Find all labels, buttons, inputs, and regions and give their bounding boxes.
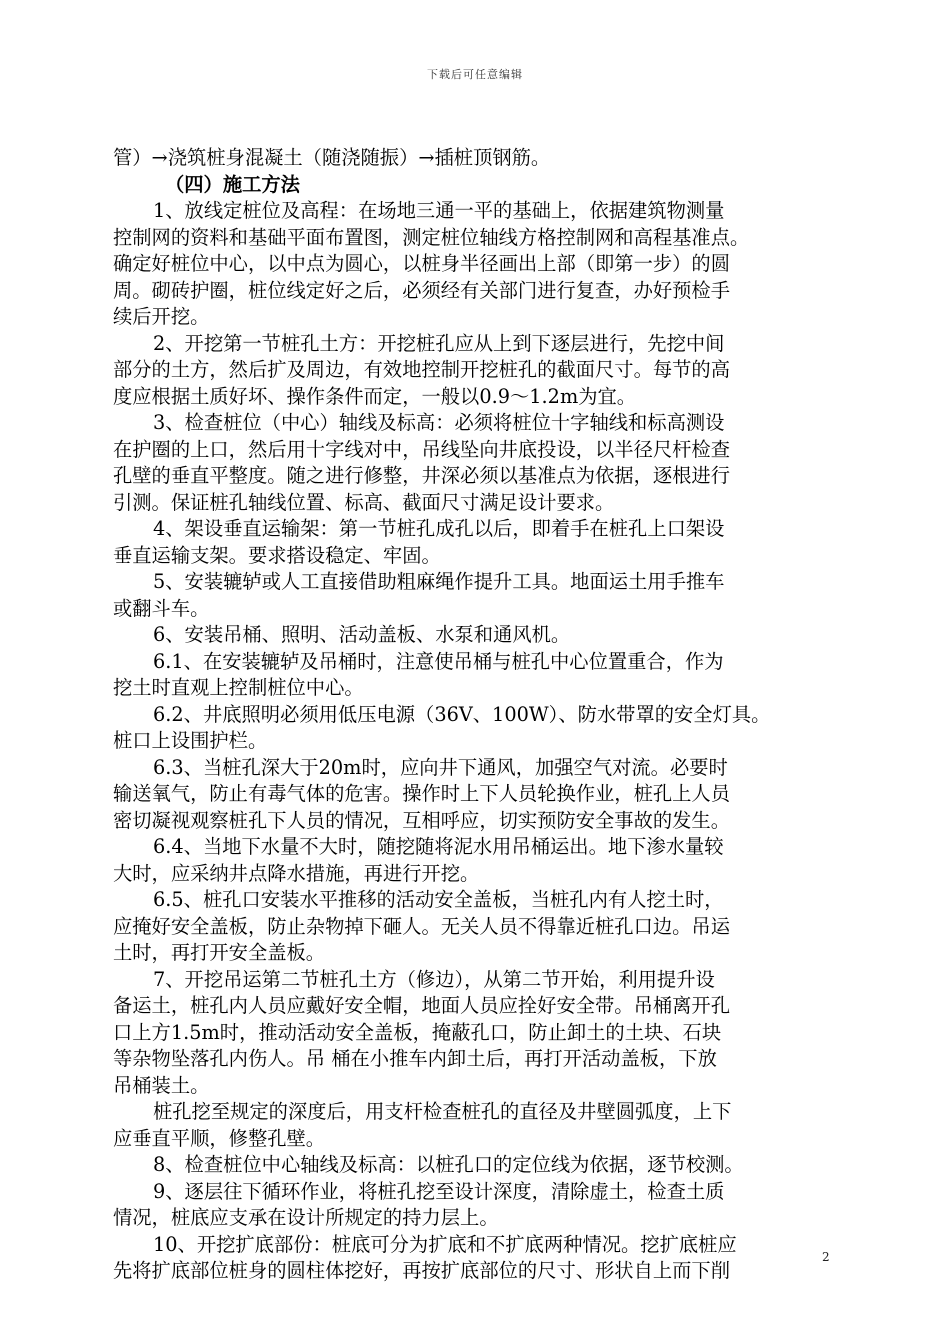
text-line: 2、开挖第一节桩孔土方：开挖桩孔应从上到下逐层进行，先挖中间 <box>153 331 725 355</box>
text-line: 4、架设垂直运输架：第一节桩孔成孔以后，即着手在桩孔上口架设 <box>153 517 725 540</box>
text-line: 桩孔挖至规定的深度后，用支杆检查桩孔的直径及井壁圆弧度，上下 <box>153 1100 732 1123</box>
text-line: 7、开挖吊运第二节桩孔土方（修边），从第二节开始，利用提升设 <box>153 967 715 991</box>
text-line: 引测。保证桩孔轴线位置、标高、截面尺寸满足设计要求。 <box>113 490 615 514</box>
text-line: 应掩好安全盖板，防止杂物掉下砸人。无关人员不得靠近桩孔口边。吊运 <box>113 914 730 938</box>
text-line: 口上方1.5m时，推动活动安全盖板，掩蔽孔口，防止卸土的土块、石块 <box>113 1020 722 1044</box>
text-line: 挖土时直观上控制桩位中心。 <box>113 676 364 699</box>
page-header: 下载后可任意编辑 <box>427 68 523 81</box>
text-line: 10、开挖扩底部份：桩底可分为扩底和不扩底两种情况。挖扩底桩应 <box>153 1232 737 1256</box>
text-line: 续后开挖。 <box>113 305 210 328</box>
text-line: 在护圈的上口，然后用十字线对中，吊线坠向井底投设，以半径尺杆检查 <box>113 437 730 461</box>
text-line: 先将扩底部位桩身的圆柱体挖好，再按扩底部位的尺寸、形状自上而下削 <box>113 1259 730 1282</box>
text-line: 6.5、桩孔口安装水平推移的活动安全盖板，当桩孔内有人挖土时， <box>153 888 724 911</box>
text-line: 1、放线定桩位及高程：在场地三通一平的基础上，依据建筑物测量 <box>153 199 725 222</box>
text-line: 6.2、井底照明必须用低压电源（36V、100W）、防水带罩的安全灯具。 <box>153 702 771 726</box>
text-line: 8、检查桩位中心轴线及标高：以桩孔口的定位线为依据，逐节校测。 <box>153 1153 744 1176</box>
text-line: 3、检查桩位（中心）轴线及标高：必须将桩位十字轴线和标高测设 <box>153 411 725 434</box>
text-line: 土时，再打开安全盖板。 <box>113 941 326 964</box>
text-line: 周。砌砖护圈，桩位线定好之后，必须经有关部门进行复查，办好预检手 <box>113 278 730 302</box>
text-line: 等杂物坠落孔内伤人。吊 桶在小推车内卸土后，再打开活动盖板，下放 <box>113 1047 717 1070</box>
text-line: 控制网的资料和基础平面布置图，测定桩位轴线方格控制网和高程基准点。 <box>113 225 750 249</box>
text-line: 部分的土方，然后扩及周边，有效地控制开挖桩孔的截面尺寸。每节的高 <box>113 358 730 381</box>
text-line: 6.1、在安装辘轳及吊桶时，注意使吊桶与桩孔中心位置重合，作为 <box>153 649 724 673</box>
text-line: 吊桶装土。 <box>113 1073 210 1097</box>
text-line: 度应根据土质好坏、操作条件而定，一般以0.9～1.2m为宜。 <box>113 384 637 408</box>
page-number: 2 <box>822 1250 830 1264</box>
text-line: 应垂直平顺，修整孔壁。 <box>113 1126 326 1150</box>
text-line: 6.4、当地下水量不大时，随挖随将泥水用吊桶运出。地下渗水量较 <box>153 835 724 858</box>
text-line: 密切凝视观察桩孔下人员的情况，互相呼应，切实预防安全事故的发生。 <box>113 808 730 832</box>
text-line: 孔壁的垂直平整度。随之进行修整，井深必须以基准点为依据，逐根进行 <box>113 464 730 487</box>
text-line: 5、安装辘轳或人工直接借助粗麻绳作提升工具。地面运土用手推车 <box>153 570 725 593</box>
text-line: 输送氧气，防止有毒气体的危害。操作时上下人员轮换作业，桩孔上人员 <box>113 782 730 805</box>
text-line: 备运土，桩孔内人员应戴好安全帽，地面人员应拴好安全带。吊桶离开孔 <box>113 994 730 1017</box>
text-line: 情况，桩底应支承在设计所规定的持力层上。 <box>113 1206 499 1229</box>
text-line: 垂直运输支架。要求搭设稳定、牢固。 <box>113 543 441 567</box>
text-line: 桩口上设围护栏。 <box>113 729 268 752</box>
document-body <box>113 145 851 1285</box>
section-heading: （四）施工方法 <box>165 172 300 196</box>
text-line: 管）→浇筑桩身混凝土（随浇随振）→插桩顶钢筋。 <box>113 146 551 169</box>
text-line: 6.3、当桩孔深大于20m时，应向井下通风，加强空气对流。必要时 <box>153 755 728 779</box>
text-line: 大时，应采纳井点降水措施，再进行开挖。 <box>113 861 480 885</box>
text-line: 6、安装吊桶、照明、活动盖板、水泵和通风机。 <box>153 623 571 646</box>
text-line: 或翻斗车。 <box>113 596 210 620</box>
text-line: 9、逐层往下循环作业，将桩孔挖至设计深度，清除虚土，检查土质 <box>153 1179 725 1203</box>
text-line: 确定好桩位中心，以中点为圆心，以桩身半径画出上部（即第一步）的圆 <box>113 252 730 275</box>
